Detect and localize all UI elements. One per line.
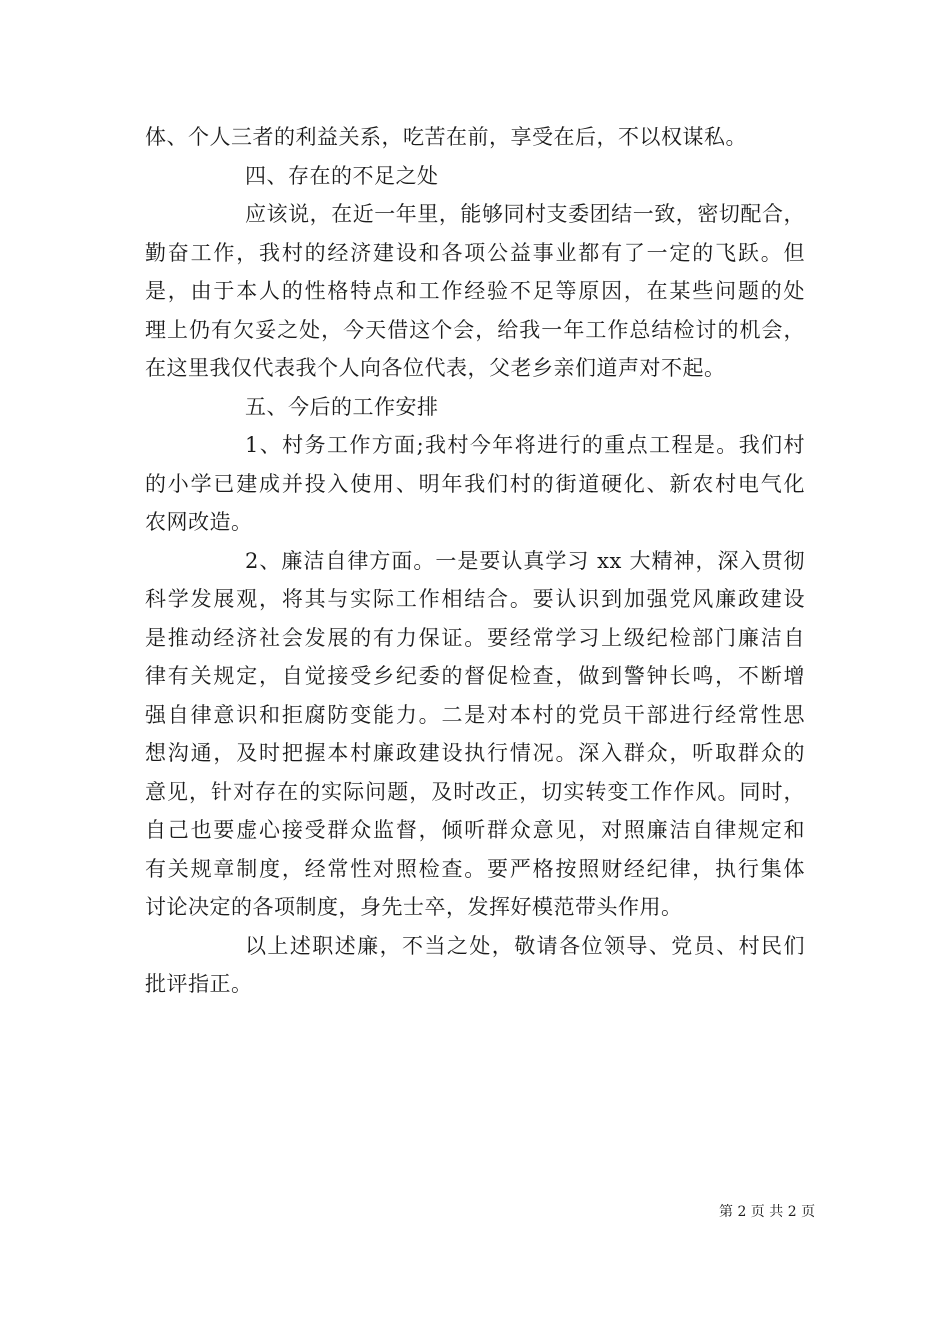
body-line: 体、个人三者的利益关系，吃苦在前，享受在后，不以权谋私。 [145,125,747,149]
section-heading-shortcomings: 四、存在的不足之处 [245,163,439,188]
body-line: 1、村务工作方面;我村今年将进行的重点工程是。我们村 [245,433,805,457]
body-line: 律有关规定，自觉接受乡纪委的督促检查，做到警钟长鸣，不断增 [145,664,805,688]
body-line: 是，由于本人的性格特点和工作经验不足等原因，在某些问题的处 [145,279,805,303]
body-line: 自己也要虚心接受群众监督，倾听群众意见，对照廉洁自律规定和 [145,818,805,842]
body-line: 以上述职述廉，不当之处，敬请各位领导、党员、村民们 [245,933,805,958]
body-line: 应该说，在近一年里，能够同村支委团结一致，密切配合， [245,202,805,226]
body-line: 科学发展观，将其与实际工作相结合。要认识到加强党风廉政建设 [145,587,805,611]
body-line: 想沟通，及时把握本村廉政建设执行情况。深入群众，听取群众的 [145,741,805,765]
body-line: 勤奋工作，我村的经济建设和各项公益事业都有了一定的飞跃。但 [145,240,805,265]
body-line: 在这里我仅代表我个人向各位代表，父老乡亲们道声对不起。 [145,356,726,380]
body-line: 是推动经济社会发展的有力保证。要经常学习上级纪检部门廉洁自 [145,625,805,650]
body-line: 有关规章制度，经常性对照检查。要严格按照财经纪律，执行集体 [145,856,805,881]
page-number-footer: 第 2 页 共 2 页 [719,1204,816,1220]
body-line: 讨论决定的各项制度，身先士卒，发挥好模范带头作用。 [145,895,683,919]
section-heading-future-work: 五、今后的工作安排 [245,394,439,419]
body-line: 批评指正。 [145,972,253,996]
body-line: 理上仍有欠妥之处，今天借这个会，给我一年工作总结检讨的机会， [145,317,805,342]
body-line: 农网改造。 [145,510,253,534]
body-line: 意见，针对存在的实际问题，及时改正，切实转变工作作风。同时， [145,779,805,804]
body-line: 2、廉洁自律方面。一是要认真学习 xx 大精神，深入贯彻 [245,548,805,573]
body-line: 强自律意识和拒腐防变能力。二是对本村的党员干部进行经常性思 [145,702,805,727]
body-line: 的小学已建成并投入使用、明年我们村的街道硬化、新农村电气化 [145,471,805,496]
document-body [145,118,805,1004]
